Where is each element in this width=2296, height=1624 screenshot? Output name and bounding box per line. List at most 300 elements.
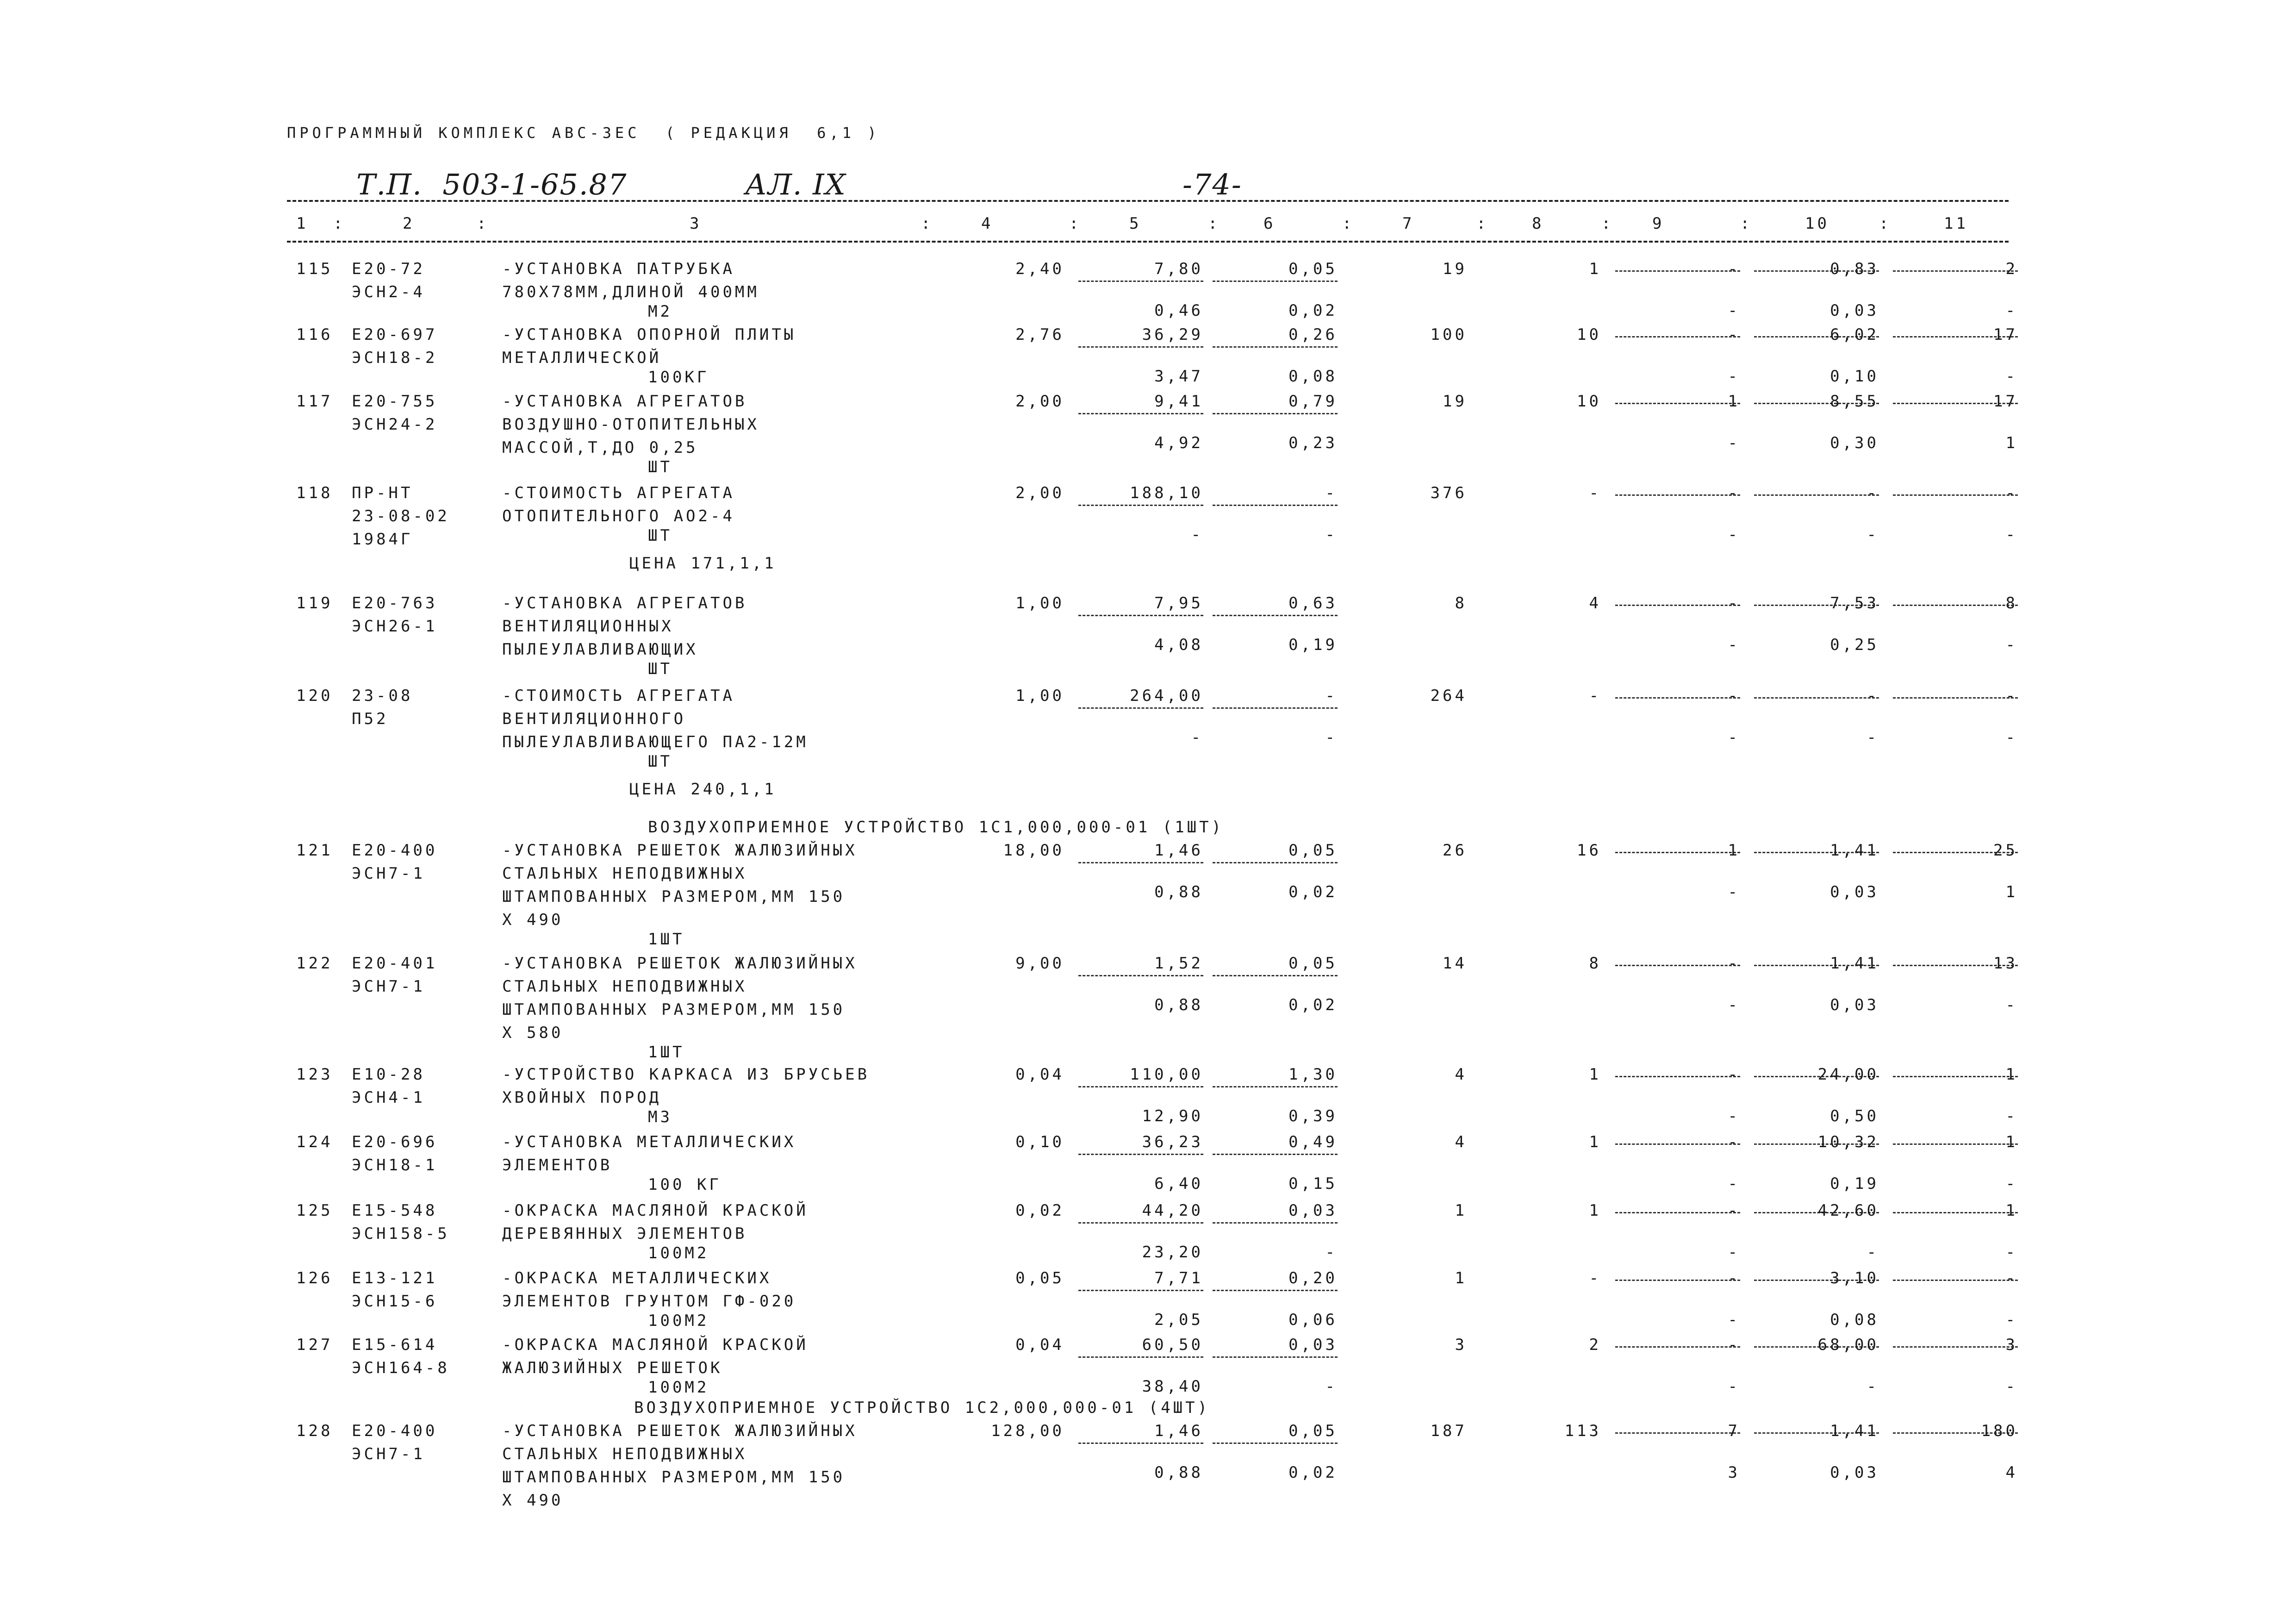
value-separator [1078, 862, 1203, 863]
value-separator [1213, 707, 1338, 709]
work-description: -УСТАНОВКА РЕШЕТОК ЖАЛЮЗИЙНЫХ [502, 1422, 858, 1440]
work-description: -СТОИМОСТЬ АГРЕГАТА [502, 484, 735, 502]
overhead-sum: - [2005, 1311, 2018, 1329]
material-cost: 3,10 [1830, 1269, 1879, 1287]
material-cost: 42,60 [1817, 1201, 1879, 1220]
row-number: 115 [296, 260, 333, 278]
cost-wages: - [1325, 687, 1338, 705]
quantity: 1,00 [1015, 687, 1064, 705]
work-description: ШТАМПОВАННЫХ РАЗМЕРОМ,ММ 150 [502, 887, 846, 906]
sum-wages: 16 [1577, 841, 1601, 860]
machine-wages-sum: 0,25 [1830, 636, 1879, 654]
quantity: 2,00 [1015, 484, 1064, 502]
price-code: ЭСН158-5 [352, 1224, 450, 1243]
price-code: ЭСН18-2 [352, 349, 438, 367]
row-number: 125 [296, 1201, 333, 1220]
material-cost: 1,41 [1830, 1422, 1879, 1440]
unit-of-measure: ШТ [648, 526, 672, 545]
material-sum: 1 [2005, 1065, 2018, 1084]
price-code: Е20-696 [352, 1133, 438, 1151]
cost-machine-wages: 0,23 [1288, 434, 1338, 452]
value-separator [1078, 615, 1203, 616]
unit-price: ЦЕНА 240,1,1 [629, 780, 777, 799]
price-code: ЭСН24-2 [352, 415, 438, 434]
machine-cost: - [1728, 260, 1740, 278]
page-number: -74- [1182, 168, 1242, 201]
cost-total: 7,95 [1154, 594, 1203, 612]
cost-machine-wages: 0,02 [1288, 883, 1338, 901]
cost-machine-wages: 0,15 [1288, 1174, 1338, 1193]
machine-wages: - [1728, 1377, 1740, 1396]
price-code: Е20-400 [352, 1422, 438, 1440]
work-description: ВОЗДУШНО-ОТОПИТЕЛЬНЫХ [502, 415, 759, 434]
work-description: СТАЛЬНЫХ НЕПОДВИЖНЫХ [502, 977, 747, 996]
cost-machine-wages: 0,02 [1288, 301, 1338, 320]
sum-total: 3 [1455, 1336, 1467, 1354]
cost-wages: 1,30 [1288, 1065, 1338, 1084]
unit-of-measure: М3 [648, 1108, 672, 1126]
cost-machines: 0,88 [1154, 883, 1203, 901]
work-description: -УСТАНОВКА АГРЕГАТОВ [502, 392, 747, 411]
column-number: 9 [1652, 214, 1665, 233]
value-separator [1078, 346, 1203, 348]
material-sum: 180 [1981, 1422, 2018, 1440]
cost-total: 9,41 [1154, 392, 1203, 411]
machine-wages-sum: 0,30 [1830, 434, 1879, 452]
machine-cost: - [1728, 954, 1740, 973]
cost-total: 1,52 [1154, 954, 1203, 973]
machine-wages: - [1728, 434, 1740, 452]
machine-cost: 1 [1728, 392, 1740, 411]
value-separator [1213, 975, 1338, 976]
sum-total: 187 [1430, 1422, 1467, 1440]
work-description: -УСТРОЙСТВО КАРКАСА ИЗ БРУСЬЕВ [502, 1065, 870, 1084]
machine-cost: - [1728, 1269, 1740, 1287]
unit-of-measure: ШТ [648, 660, 672, 678]
material-cost: 0,83 [1830, 260, 1879, 278]
sum-wages: - [1589, 687, 1601, 705]
cost-machine-wages: 0,06 [1288, 1311, 1338, 1329]
overhead-sum: 4 [2005, 1463, 2018, 1482]
value-separator [1213, 1443, 1338, 1444]
quantity: 2,40 [1015, 260, 1064, 278]
cost-total: 60,50 [1142, 1336, 1203, 1354]
sum-total: 1 [1455, 1201, 1467, 1220]
machine-wages-sum: 0,19 [1830, 1174, 1879, 1193]
sum-total: 100 [1430, 325, 1467, 344]
album-number: АЛ. IX [745, 168, 846, 201]
column-number: 2 [403, 214, 415, 233]
sum-wages: 1 [1589, 260, 1601, 278]
column-separator: : [477, 214, 489, 233]
cost-machines: 23,20 [1142, 1243, 1203, 1262]
cost-total: 7,71 [1154, 1269, 1203, 1287]
material-sum: 8 [2005, 594, 2018, 612]
work-description: Х 490 [502, 1491, 564, 1510]
material-sum: - [2005, 1269, 2018, 1287]
cost-wages: 0,20 [1288, 1269, 1338, 1287]
sum-total: 26 [1443, 841, 1467, 860]
row-number: 123 [296, 1065, 333, 1084]
work-description: МАССОЙ,Т,ДО 0,25 [502, 438, 698, 457]
machine-wages: - [1728, 1174, 1740, 1193]
machine-wages: - [1728, 883, 1740, 901]
work-description: -УСТАНОВКА МЕТАЛЛИЧЕСКИХ [502, 1133, 796, 1151]
machine-cost: - [1728, 1133, 1740, 1151]
column-number: 10 [1805, 214, 1829, 233]
cost-machine-wages: 0,02 [1288, 1463, 1338, 1482]
row-number: 128 [296, 1422, 333, 1440]
column-number: 11 [1944, 214, 1968, 233]
cost-total: 36,23 [1142, 1133, 1203, 1151]
cost-machine-wages: 0,39 [1288, 1107, 1338, 1125]
work-description: ЭЛЕМЕНТОВ [502, 1156, 613, 1174]
quantity: 2,76 [1015, 325, 1064, 344]
machine-wages-sum: 0,03 [1830, 1463, 1879, 1482]
column-number: 3 [690, 214, 702, 233]
work-description: ОТОПИТЕЛЬНОГО АО2-4 [502, 507, 735, 525]
program-header: ПРОГРАММНЫЙ КОМПЛЕКС АВС-3ЕС ( РЕДАКЦИЯ 6,1 ) [287, 124, 880, 142]
value-separator [1213, 1356, 1338, 1358]
quantity: 0,04 [1015, 1065, 1064, 1084]
work-description: -СТОИМОСТЬ АГРЕГАТА [502, 687, 735, 705]
work-description: -УСТАНОВКА ПАТРУБКА [502, 260, 735, 278]
machine-wages-sum: - [1867, 728, 1879, 747]
value-separator [1078, 505, 1203, 506]
work-description: ПЫЛЕУЛАВЛИВАЮЩЕГО ПА2-12М [502, 733, 809, 751]
work-description: ЖАЛЮЗИЙНЫХ РЕШЕТОК [502, 1359, 723, 1377]
cost-machines: 3,47 [1154, 367, 1203, 386]
machine-wages-sum: 0,03 [1830, 301, 1879, 320]
material-cost: 10,32 [1817, 1133, 1879, 1151]
machine-cost: - [1728, 325, 1740, 344]
material-cost: 1,41 [1830, 841, 1879, 860]
section-heading: ВОЗДУХОПРИЕМНОЕ УСТРОЙСТВО 1С2,000,000-01 (4ШТ) [634, 1399, 1210, 1417]
row-number: 118 [296, 484, 333, 502]
price-code: Е20-763 [352, 594, 438, 612]
material-cost: - [1867, 687, 1879, 705]
overhead-sum: 1 [2005, 434, 2018, 452]
price-code: 1984Г [352, 530, 413, 549]
cost-wages: 0,49 [1288, 1133, 1338, 1151]
sum-wages: 4 [1589, 594, 1601, 612]
value-separator [1078, 1086, 1203, 1087]
work-description: Х 490 [502, 911, 564, 929]
price-code: ЭСН15-6 [352, 1292, 438, 1311]
machine-cost: - [1728, 1065, 1740, 1084]
machine-wages: - [1728, 636, 1740, 654]
column-number: 6 [1263, 214, 1276, 233]
row-number: 120 [296, 687, 333, 705]
machine-wages: - [1728, 728, 1740, 747]
unit-of-measure: 100М2 [648, 1312, 709, 1330]
value-separator [1078, 413, 1203, 414]
machine-wages: - [1728, 525, 1740, 544]
row-number: 116 [296, 325, 333, 344]
cost-machines: - [1191, 728, 1203, 747]
material-sum: 17 [1993, 392, 2018, 411]
quantity: 2,00 [1015, 392, 1064, 411]
price-code: 23-08-02 [352, 507, 450, 525]
overhead-sum: 1 [2005, 883, 2018, 901]
unit-of-measure: ШТ [648, 752, 672, 771]
overhead-sum: - [2005, 1243, 2018, 1262]
work-description: МЕТАЛЛИЧЕСКОЙ [502, 349, 662, 367]
work-description: -УСТАНОВКА АГРЕГАТОВ [502, 594, 747, 612]
work-description: -ОКРАСКА МАСЛЯНОЙ КРАСКОЙ [502, 1201, 809, 1220]
machine-wages-sum: 0,03 [1830, 996, 1879, 1014]
sum-wages: 10 [1577, 392, 1601, 411]
work-description: 780Х78ММ,ДЛИНОЙ 400ММ [502, 283, 759, 301]
row-number: 122 [296, 954, 333, 973]
price-code: ЭСН4-1 [352, 1088, 425, 1107]
cost-machine-wages: 0,19 [1288, 636, 1338, 654]
material-sum: 2 [2005, 260, 2018, 278]
work-description: -УСТАНОВКА РЕШЕТОК ЖАЛЮЗИЙНЫХ [502, 954, 858, 973]
cost-machines: 2,05 [1154, 1311, 1203, 1329]
sum-total: 4 [1455, 1133, 1467, 1151]
column-separator: : [1476, 214, 1489, 233]
sum-wages: 1 [1589, 1133, 1601, 1151]
material-cost: 8,55 [1830, 392, 1879, 411]
material-sum: - [2005, 484, 2018, 502]
column-number: 7 [1402, 214, 1415, 233]
column-separator: : [1740, 214, 1753, 233]
work-description: -УСТАНОВКА РЕШЕТОК ЖАЛЮЗИЙНЫХ [502, 841, 858, 860]
material-sum: 1 [2005, 1133, 2018, 1151]
sum-wages: - [1589, 484, 1601, 502]
machine-wages-sum: 0,03 [1830, 883, 1879, 901]
machine-wages: - [1728, 1243, 1740, 1262]
cost-machines: 0,46 [1154, 301, 1203, 320]
machine-wages: - [1728, 367, 1740, 386]
price-code: Е20-401 [352, 954, 438, 973]
work-description: СТАЛЬНЫХ НЕПОДВИЖНЫХ [502, 864, 747, 883]
unit-of-measure: 1ШТ [648, 930, 685, 949]
column-separator: : [921, 214, 933, 233]
price-code: ЭСН2-4 [352, 283, 425, 301]
sum-total: 1 [1455, 1269, 1467, 1287]
cost-wages: 0,05 [1288, 1422, 1338, 1440]
material-cost: 1,41 [1830, 954, 1879, 973]
machine-wages-sum: - [1867, 1377, 1879, 1396]
sum-wages: 1 [1589, 1201, 1601, 1220]
sum-total: 19 [1443, 392, 1467, 411]
price-code: ЭСН7-1 [352, 1445, 425, 1463]
value-separator [1078, 1290, 1203, 1291]
cost-total: 110,00 [1130, 1065, 1203, 1084]
material-sum: 13 [1993, 954, 2018, 973]
sum-wages: - [1589, 1269, 1601, 1287]
row-number: 117 [296, 392, 333, 411]
cost-total: 188,10 [1130, 484, 1203, 502]
cost-machine-wages: 0,02 [1288, 996, 1338, 1014]
row-number: 127 [296, 1336, 333, 1354]
column-separator: : [1601, 214, 1614, 233]
work-description: ШТАМПОВАННЫХ РАЗМЕРОМ,ММ 150 [502, 1000, 846, 1019]
material-cost: 6,02 [1830, 325, 1879, 344]
overhead-sum: - [2005, 1377, 2018, 1396]
value-separator [1213, 505, 1338, 506]
cost-wages: - [1325, 484, 1338, 502]
machine-wages-sum: 0,50 [1830, 1107, 1879, 1125]
cost-machine-wages: - [1325, 728, 1338, 747]
row-number: 121 [296, 841, 333, 860]
sum-wages: 2 [1589, 1336, 1601, 1354]
cost-machine-wages: - [1325, 1377, 1338, 1396]
sum-wages: 113 [1564, 1422, 1601, 1440]
price-code: Е13-121 [352, 1269, 438, 1287]
price-code: ЭСН18-1 [352, 1156, 438, 1174]
column-number: 8 [1532, 214, 1544, 233]
column-separator: : [333, 214, 346, 233]
value-separator [1213, 1290, 1338, 1291]
sum-wages: 10 [1577, 325, 1601, 344]
overhead-sum: - [2005, 996, 2018, 1014]
value-separator [1213, 281, 1338, 282]
cost-wages: 0,05 [1288, 841, 1338, 860]
cost-machines: 0,88 [1154, 996, 1203, 1014]
header-rule-bottom [287, 241, 2009, 243]
cost-total: 44,20 [1142, 1201, 1203, 1220]
value-separator [1213, 862, 1338, 863]
machine-cost: - [1728, 594, 1740, 612]
machine-cost: 1 [1728, 841, 1740, 860]
material-sum: 17 [1993, 325, 2018, 344]
quantity: 0,04 [1015, 1336, 1064, 1354]
unit-of-measure: 100КГ [648, 368, 709, 387]
work-description: ЭЛЕМЕНТОВ ГРУНТОМ ГФ-020 [502, 1292, 796, 1311]
sum-total: 4 [1455, 1065, 1467, 1084]
unit-of-measure: М2 [648, 302, 672, 321]
overhead-sum: - [2005, 636, 2018, 654]
column-number: 1 [296, 214, 309, 233]
cost-machines: 4,08 [1154, 636, 1203, 654]
value-separator [1078, 707, 1203, 709]
price-code: Е20-755 [352, 392, 438, 411]
material-cost: 7,53 [1830, 594, 1879, 612]
row-number: 124 [296, 1133, 333, 1151]
doc-reference: Т.П. 503-1-65.87 [356, 168, 628, 201]
material-sum: 3 [2005, 1336, 2018, 1354]
cost-wages: 0,05 [1288, 260, 1338, 278]
value-separator [1213, 1154, 1338, 1155]
cost-wages: 0,63 [1288, 594, 1338, 612]
row-number: 119 [296, 594, 333, 612]
machine-wages: - [1728, 1107, 1740, 1125]
cost-machines: 6,40 [1154, 1174, 1203, 1193]
cost-machines: 0,88 [1154, 1463, 1203, 1482]
cost-total: 36,29 [1142, 325, 1203, 344]
cost-total: 264,00 [1130, 687, 1203, 705]
machine-wages-sum: 0,10 [1830, 367, 1879, 386]
column-separator: : [1069, 214, 1082, 233]
cost-wages: 0,05 [1288, 954, 1338, 973]
work-description: Х 580 [502, 1024, 564, 1042]
header-rule-top [287, 200, 2009, 202]
cost-wages: 0,03 [1288, 1336, 1338, 1354]
column-separator: : [1879, 214, 1892, 233]
unit-of-measure: 100М2 [648, 1378, 709, 1397]
machine-wages-sum: 0,08 [1830, 1311, 1879, 1329]
sum-total: 8 [1455, 594, 1467, 612]
sum-wages: 1 [1589, 1065, 1601, 1084]
value-separator [1078, 975, 1203, 976]
cost-total: 1,46 [1154, 841, 1203, 860]
cost-total: 1,46 [1154, 1422, 1203, 1440]
machine-wages: 3 [1728, 1463, 1740, 1482]
unit-of-measure: 100 КГ [648, 1175, 722, 1194]
row-number: 126 [296, 1269, 333, 1287]
material-cost: 68,00 [1817, 1336, 1879, 1354]
cost-machines: - [1191, 525, 1203, 544]
sum-total: 376 [1430, 484, 1467, 502]
column-number: 4 [981, 214, 994, 233]
quantity: 0,02 [1015, 1201, 1064, 1220]
quantity: 1,00 [1015, 594, 1064, 612]
material-cost: - [1867, 484, 1879, 502]
price-code: Е15-614 [352, 1336, 438, 1354]
price-code: Е10-28 [352, 1065, 425, 1084]
value-separator [1078, 1356, 1203, 1358]
overhead-sum: - [2005, 367, 2018, 386]
machine-cost: - [1728, 484, 1740, 502]
material-sum: 1 [2005, 1201, 2018, 1220]
sum-total: 19 [1443, 260, 1467, 278]
price-code: ПР-НТ [352, 484, 413, 502]
work-description: ПЫЛЕУЛАВЛИВАЮЩИХ [502, 640, 698, 659]
work-description: -ОКРАСКА МЕТАЛЛИЧЕСКИХ [502, 1269, 772, 1287]
machine-wages: - [1728, 996, 1740, 1014]
value-separator [1213, 346, 1338, 348]
material-cost: 24,00 [1817, 1065, 1879, 1084]
value-separator [1213, 615, 1338, 616]
cost-machine-wages: 0,08 [1288, 367, 1338, 386]
work-description: -УСТАНОВКА ОПОРНОЙ ПЛИТЫ [502, 325, 796, 344]
sum-total: 264 [1430, 687, 1467, 705]
work-description: ВЕНТИЛЯЦИОННЫХ [502, 617, 674, 636]
sum-wages: 8 [1589, 954, 1601, 973]
machine-cost: - [1728, 687, 1740, 705]
overhead-sum: - [2005, 301, 2018, 320]
machine-wages: - [1728, 1311, 1740, 1329]
price-code: Е20-400 [352, 841, 438, 860]
value-separator [1078, 1443, 1203, 1444]
cost-machines: 12,90 [1142, 1107, 1203, 1125]
unit-price: ЦЕНА 171,1,1 [629, 554, 777, 573]
work-description: -ОКРАСКА МАСЛЯНОЙ КРАСКОЙ [502, 1336, 809, 1354]
work-description: ВЕНТИЛЯЦИОННОГО [502, 710, 686, 728]
cost-total: 7,80 [1154, 260, 1203, 278]
machine-wages-sum: - [1867, 525, 1879, 544]
cost-wages: 0,79 [1288, 392, 1338, 411]
column-number: 5 [1129, 214, 1142, 233]
price-code: 23-08 [352, 687, 413, 705]
machine-wages: - [1728, 301, 1740, 320]
sum-total: 14 [1443, 954, 1467, 973]
machine-cost: 7 [1728, 1422, 1740, 1440]
price-code: ЭСН26-1 [352, 617, 438, 636]
column-separator: : [1342, 214, 1355, 233]
work-description: ДЕРЕВЯННЫХ ЭЛЕМЕНТОВ [502, 1224, 747, 1243]
quantity: 128,00 [991, 1422, 1064, 1440]
cost-machine-wages: - [1325, 525, 1338, 544]
work-description: ХВОЙНЫХ ПОРОД [502, 1088, 662, 1107]
cost-wages: 0,26 [1288, 325, 1338, 344]
value-separator [1078, 281, 1203, 282]
price-code: Е20-697 [352, 325, 438, 344]
price-code: ЭСН7-1 [352, 864, 425, 883]
